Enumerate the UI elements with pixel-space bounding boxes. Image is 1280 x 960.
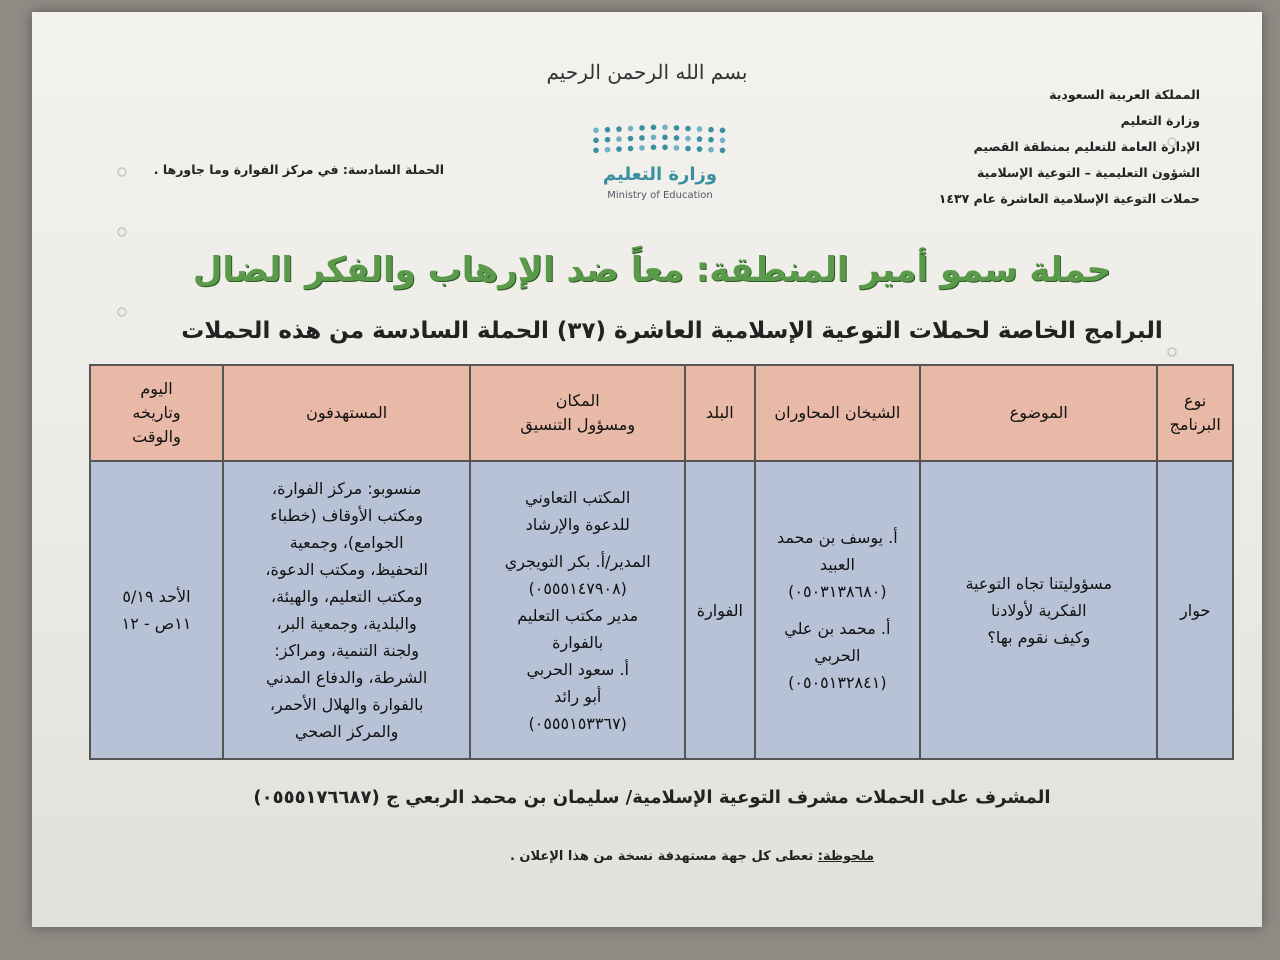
cell-line: (٠٥٠٣١٣٨٦٨٠) [788,582,887,601]
cell-line [762,605,914,615]
cell-line: بالفوارة [552,632,604,652]
cell-line: الحربي [814,646,861,665]
logo-english: Ministry of Education [607,190,713,201]
cell-line: وتاريخه [132,403,181,422]
cell-line: المكتب التعاوني [525,487,631,507]
logo-dot [685,126,691,132]
header-line: وزارة التعليم [1120,113,1200,128]
basmala: بسم الله الرحمن الرحيم [546,60,748,84]
header-audience [223,365,470,461]
note-label: ملحوظة: [817,849,874,864]
logo-dot [616,136,622,142]
logo-dot [662,135,668,141]
logo-dot [720,128,726,134]
supervisor-line: المشرف على الحملات مشرف التوعية الإسلامية/ سليمان بن محمد الربعي ج (٠٥٥٥١٧٦٦٨٧) [253,787,1051,808]
cell-line: التحفيظ، ومكتب الدعوة، [265,560,428,579]
logo-dot [720,138,726,144]
cell-line: أ. محمد بن علي [784,619,891,638]
header-place [470,365,685,461]
logo-dot [593,128,599,134]
cell-line: (٠٥٥٥١٤٧٩٠٨) [528,578,627,598]
note-text: تعطى كل جهة مستهدفة نسخة من هذا الإعلان . [509,849,814,864]
logo-dot [605,137,611,143]
cell-line: المستهدفون [306,403,388,422]
cell-line: ومكتب التعليم، والهيئة، [270,587,423,606]
cell-line: الشرطة، والدفاع المدني [265,668,428,687]
cell-sheikhs [755,461,921,759]
header-line: الإدارة العامة للتعليم بمنطقة القصيم [973,139,1200,154]
note [510,849,874,864]
logo-dot [605,147,611,153]
logo-dot [616,146,622,152]
logo-dot [651,125,657,131]
program-table [89,364,1234,760]
logo-dot [662,125,668,131]
cell-topic [920,461,1157,759]
cell-type [1157,461,1233,759]
cell-line: ١١ص - ١٢ [121,614,192,633]
logo-dot [605,127,611,133]
cell-line: البرنامج [1169,415,1221,434]
header-sheikhs [755,365,921,461]
cell-line: الفكرية لأولادنا [990,600,1087,620]
cell-line: المدير/أ. بكر التويجري [504,551,651,571]
logo-dot [628,136,634,142]
logo-dot [593,148,599,154]
cell-line: (٠٥٥٥١٥٣٣٦٧) [528,713,627,733]
logo-dot [628,146,634,152]
cell-line: الشيخان المحاوران [774,403,901,422]
logo-arabic: وزارة التعليم [602,164,718,185]
campaign-label: الحملة السادسة: في مركز الفوارة وما جاورها . [153,162,444,177]
cell-line: الموضوع [1009,403,1068,422]
campaign-headline: حملة سمو أمير المنطقة: معاً ضد الإرهاب والفكر الضال [192,250,1112,290]
ministry-logo [580,112,740,212]
program-subheadline: البرامج الخاصة لحملات التوعية الإسلامية العاشرة (٣٧) الحملة السادسة من هذه الحملات [181,318,1163,344]
cell-line: والوقت [132,427,181,446]
cell-line: مسؤوليتنا تجاه التوعية [965,573,1113,593]
cell-line: أ. سعود الحربي [526,659,629,679]
cell-line: بالفوارة والهلال الأحمر، [269,695,424,714]
logo-dot [697,136,703,142]
cell-line: مدير مكتب التعليم [517,605,639,625]
cell-line: الفوارة [696,600,743,620]
logo-dot [720,148,726,154]
cell-line: ولجنة التنمية، ومراكز: [274,641,420,660]
cell-line: منسوبو: مركز الفوارة، [271,479,422,498]
logo-dot [685,146,691,152]
cell-day [90,461,223,759]
logo-dot [616,126,622,132]
ministry-header [920,82,1200,212]
cell-line: المكان [555,391,600,410]
logo-dot [697,146,703,152]
cell-line: حوار [1180,600,1211,620]
cell-line: البلد [705,403,734,422]
logo-dot [593,138,599,144]
cell-line: أبو رائد [554,686,602,706]
logo-dot [651,145,657,151]
cell-line: العبيد [819,555,855,574]
cell-line: أ. يوسف بن محمد [777,528,898,547]
logo-dot [628,126,634,132]
cell-line: الأحد ٥/١٩ [122,587,191,606]
logo-dot [708,127,714,133]
logo-dots-icon [590,122,730,154]
poster-sheet [32,12,1262,927]
logo-dot [651,135,657,141]
cell-line: والبلدية، وجمعية البر، [276,614,417,633]
table-row [90,461,1233,759]
cell-line: وكيف نقوم بها؟ [987,627,1091,647]
cell-audience [223,461,470,759]
header-line: الشؤون التعليمية – التوعية الإسلامية [977,165,1200,180]
cell-line: ومسؤول التنسيق [520,415,636,434]
cell-line: للدعوة والإرشاد [525,514,630,534]
cell-line: ومكتب الأوقاف (خطباء [270,506,424,525]
cell-line: والمركز الصحي [294,722,399,741]
cell-line: نوع [1184,391,1207,410]
logo-dot [639,145,645,151]
logo-dot [685,136,691,142]
logo-dot [662,145,668,151]
logo-dot [674,135,680,141]
table-header-row [90,365,1233,461]
cell-place [470,461,685,759]
logo-dot [708,147,714,153]
logo-dot [674,125,680,131]
cell-town [685,461,755,759]
header-line: المملكة العربية السعودية [1049,87,1200,102]
logo-dot [639,135,645,141]
logo-dot [674,145,680,151]
logo-dot [697,126,703,132]
logo-dot [639,125,645,131]
header-town [685,365,755,461]
logo-dot [708,137,714,143]
cell-line: الجوامع)، وجمعية [289,533,404,552]
header-type [1157,365,1233,461]
header-line: حملات التوعية الإسلامية العاشرة عام ١٤٣٧ [938,191,1200,206]
cell-line: (٠٥٠٥١٣٢٨٤١) [788,673,887,692]
header-topic [920,365,1157,461]
cell-line [477,538,678,548]
header-day [90,365,223,461]
cell-line: اليوم [140,379,173,398]
